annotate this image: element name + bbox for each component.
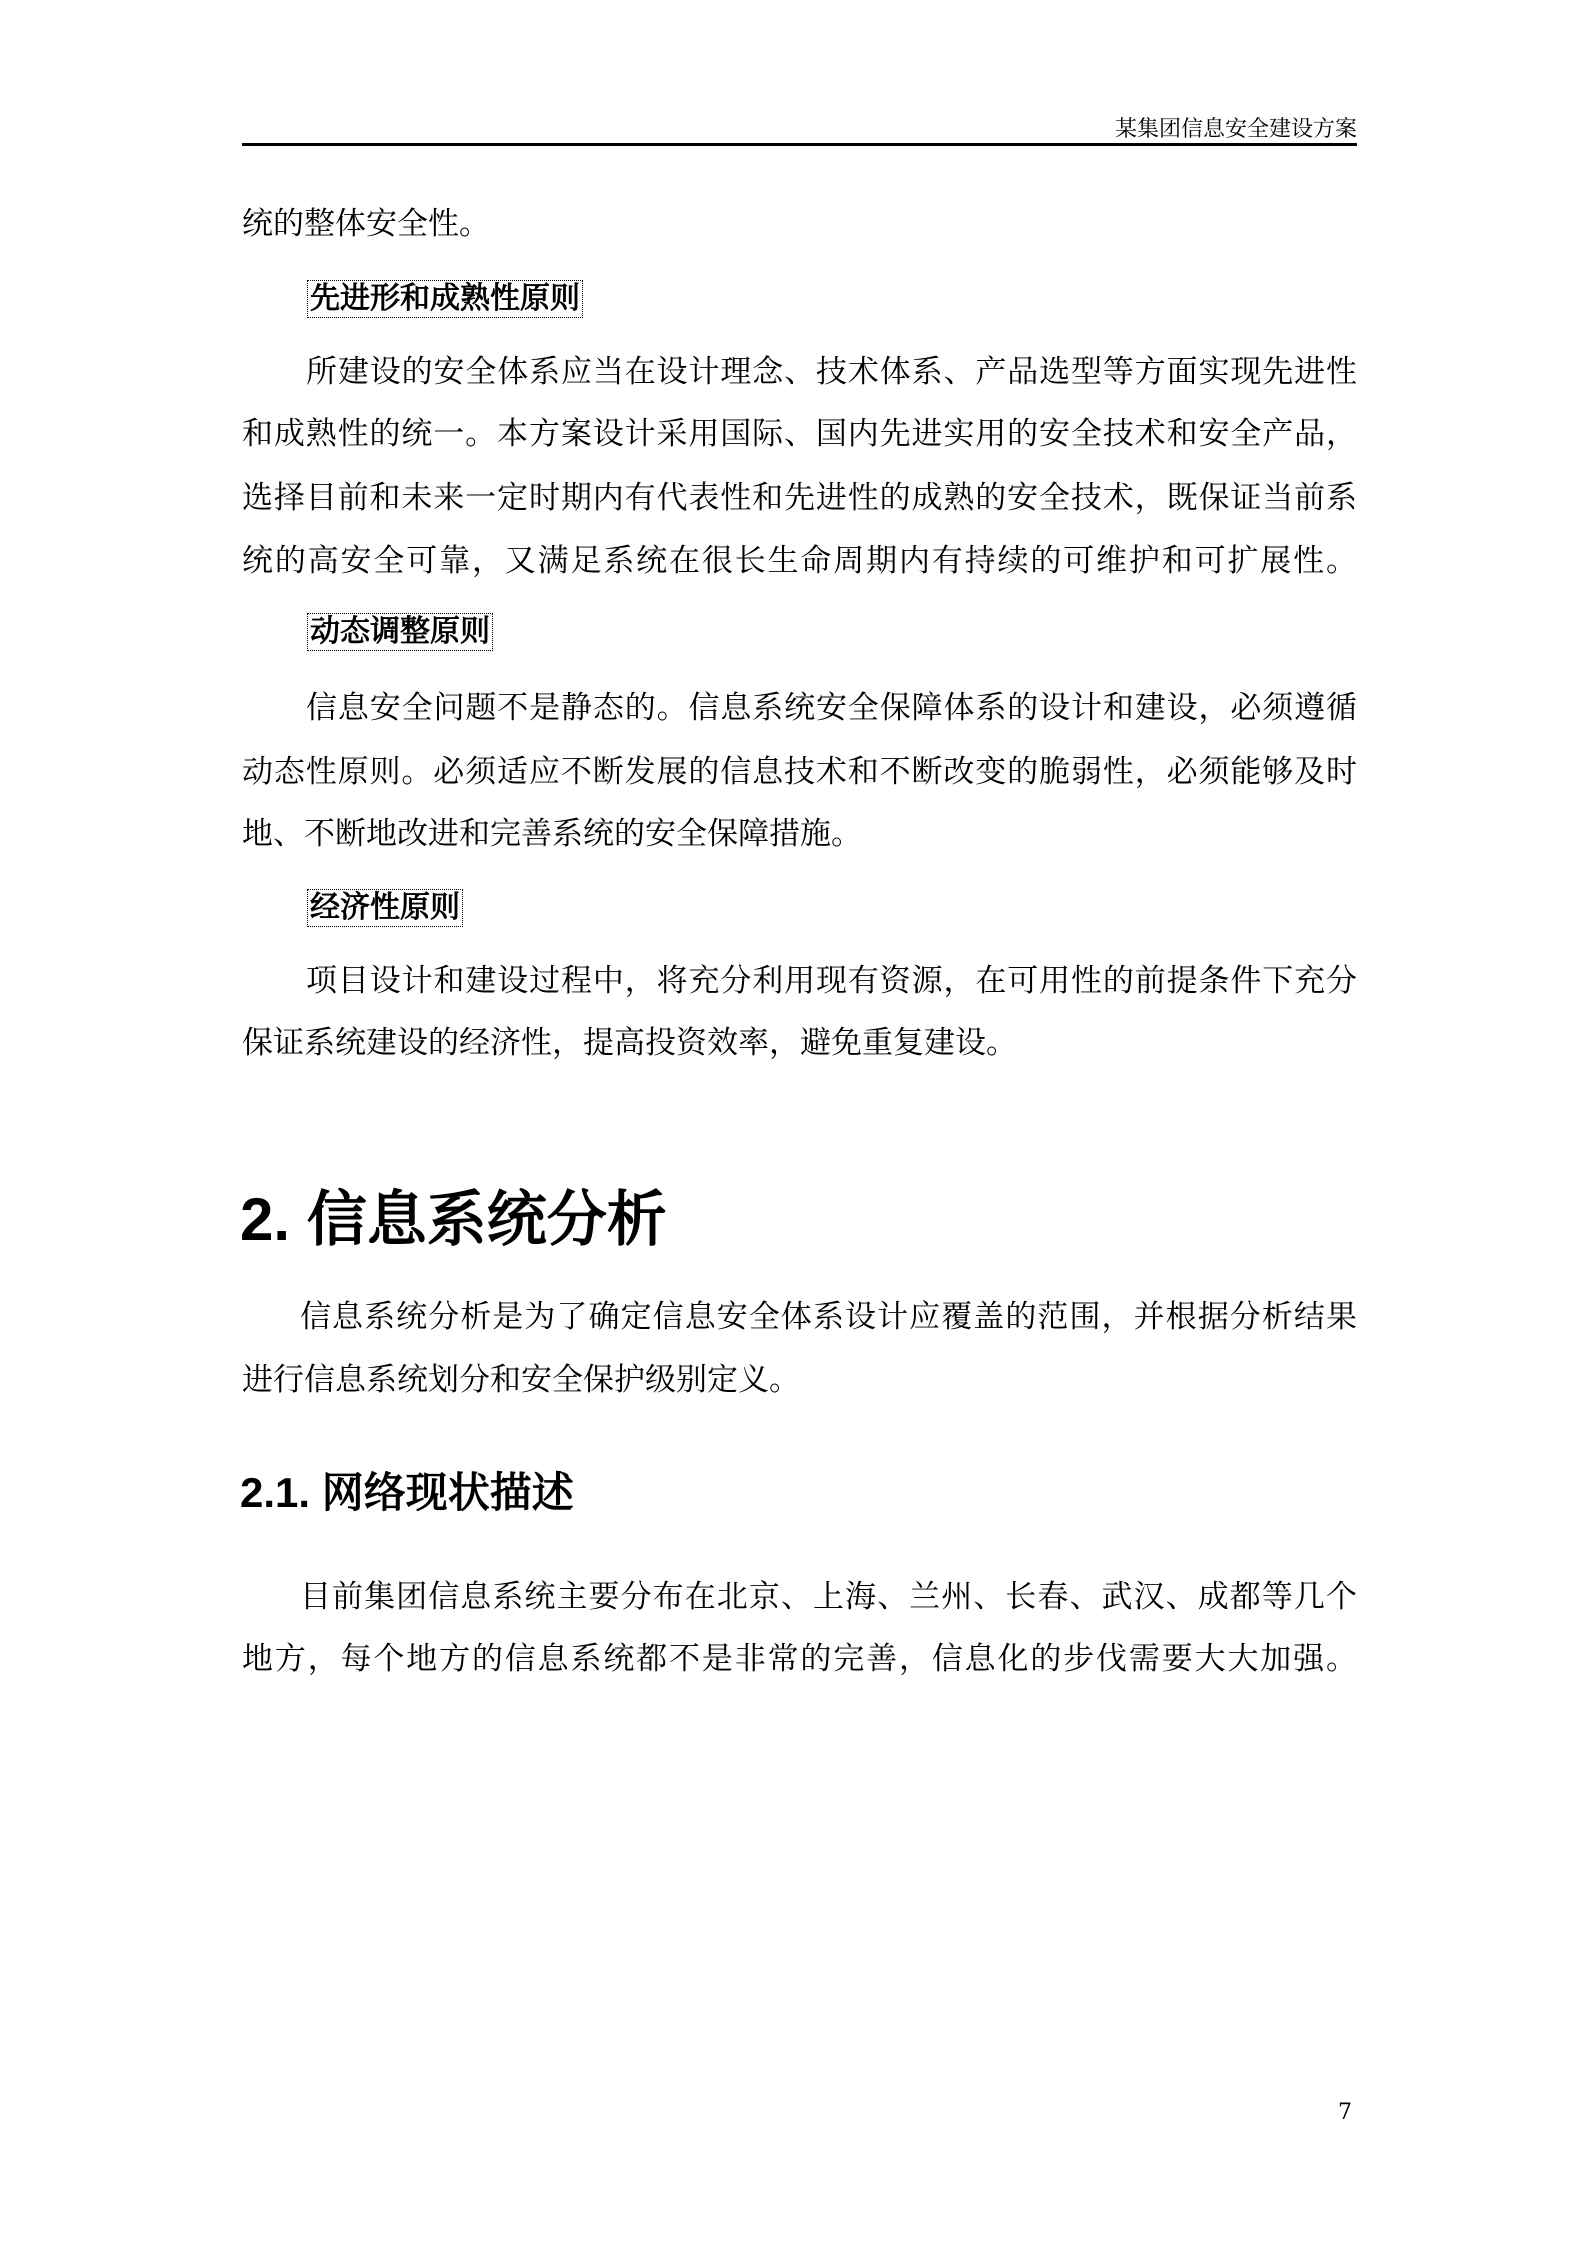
paragraph-line: 信息安全问题不是静态的。信息系统安全保障体系的设计和建设，必须遵循 xyxy=(306,690,1357,726)
paragraph-line: 统的高安全可靠，又满足系统在很长生命周期内有持续的可维护和可扩展性。 xyxy=(242,543,1357,579)
running-header: 某集团信息安全建设方案 xyxy=(1114,117,1357,142)
subheading-advanced-principle: 先进形和成熟性原则 xyxy=(307,280,583,318)
paragraph-line: 和成熟性的统一。本方案设计采用国际、国内先进实用的安全技术和安全产品， xyxy=(242,416,1357,452)
paragraph-line: 项目设计和建设过程中，将充分利用现有资源，在可用性的前提条件下充分 xyxy=(306,963,1357,999)
paragraph-line: 统的整体安全性。 xyxy=(242,206,490,242)
paragraph-line: 保证系统建设的经济性，提高投资效率，避免重复建设。 xyxy=(242,1025,1017,1061)
paragraph-line: 目前集团信息系统主要分布在北京、上海、兰州、长春、武汉、成都等几个 xyxy=(300,1579,1357,1615)
paragraph-line: 动态性原则。必须适应不断发展的信息技术和不断改变的脆弱性，必须能够及时 xyxy=(242,754,1357,790)
paragraph-line: 选择目前和未来一定时期内有代表性和先进性的成熟的安全技术，既保证当前系 xyxy=(242,480,1357,516)
paragraph-line: 地、不断地改进和完善系统的安全保障措施。 xyxy=(242,816,862,852)
section-heading: 2. 信息系统分析 xyxy=(240,1186,667,1253)
paragraph-line: 地方，每个地方的信息系统都不是非常的完善，信息化的步伐需要大大加强。 xyxy=(242,1641,1357,1677)
header-rule xyxy=(242,143,1357,146)
subheading-dynamic-principle: 动态调整原则 xyxy=(307,613,493,651)
paragraph-line: 进行信息系统划分和安全保护级别定义。 xyxy=(242,1362,800,1398)
paragraph-line: 信息系统分析是为了确定信息安全体系设计应覆盖的范围，并根据分析结果 xyxy=(300,1299,1357,1335)
page-number: 7 xyxy=(1338,2100,1352,2125)
subheading-economy-principle: 经济性原则 xyxy=(307,889,463,927)
subsection-heading: 2.1. 网络现状描述 xyxy=(240,1469,574,1516)
paragraph-line: 所建设的安全体系应当在设计理念、技术体系、产品选型等方面实现先进性 xyxy=(306,354,1357,390)
